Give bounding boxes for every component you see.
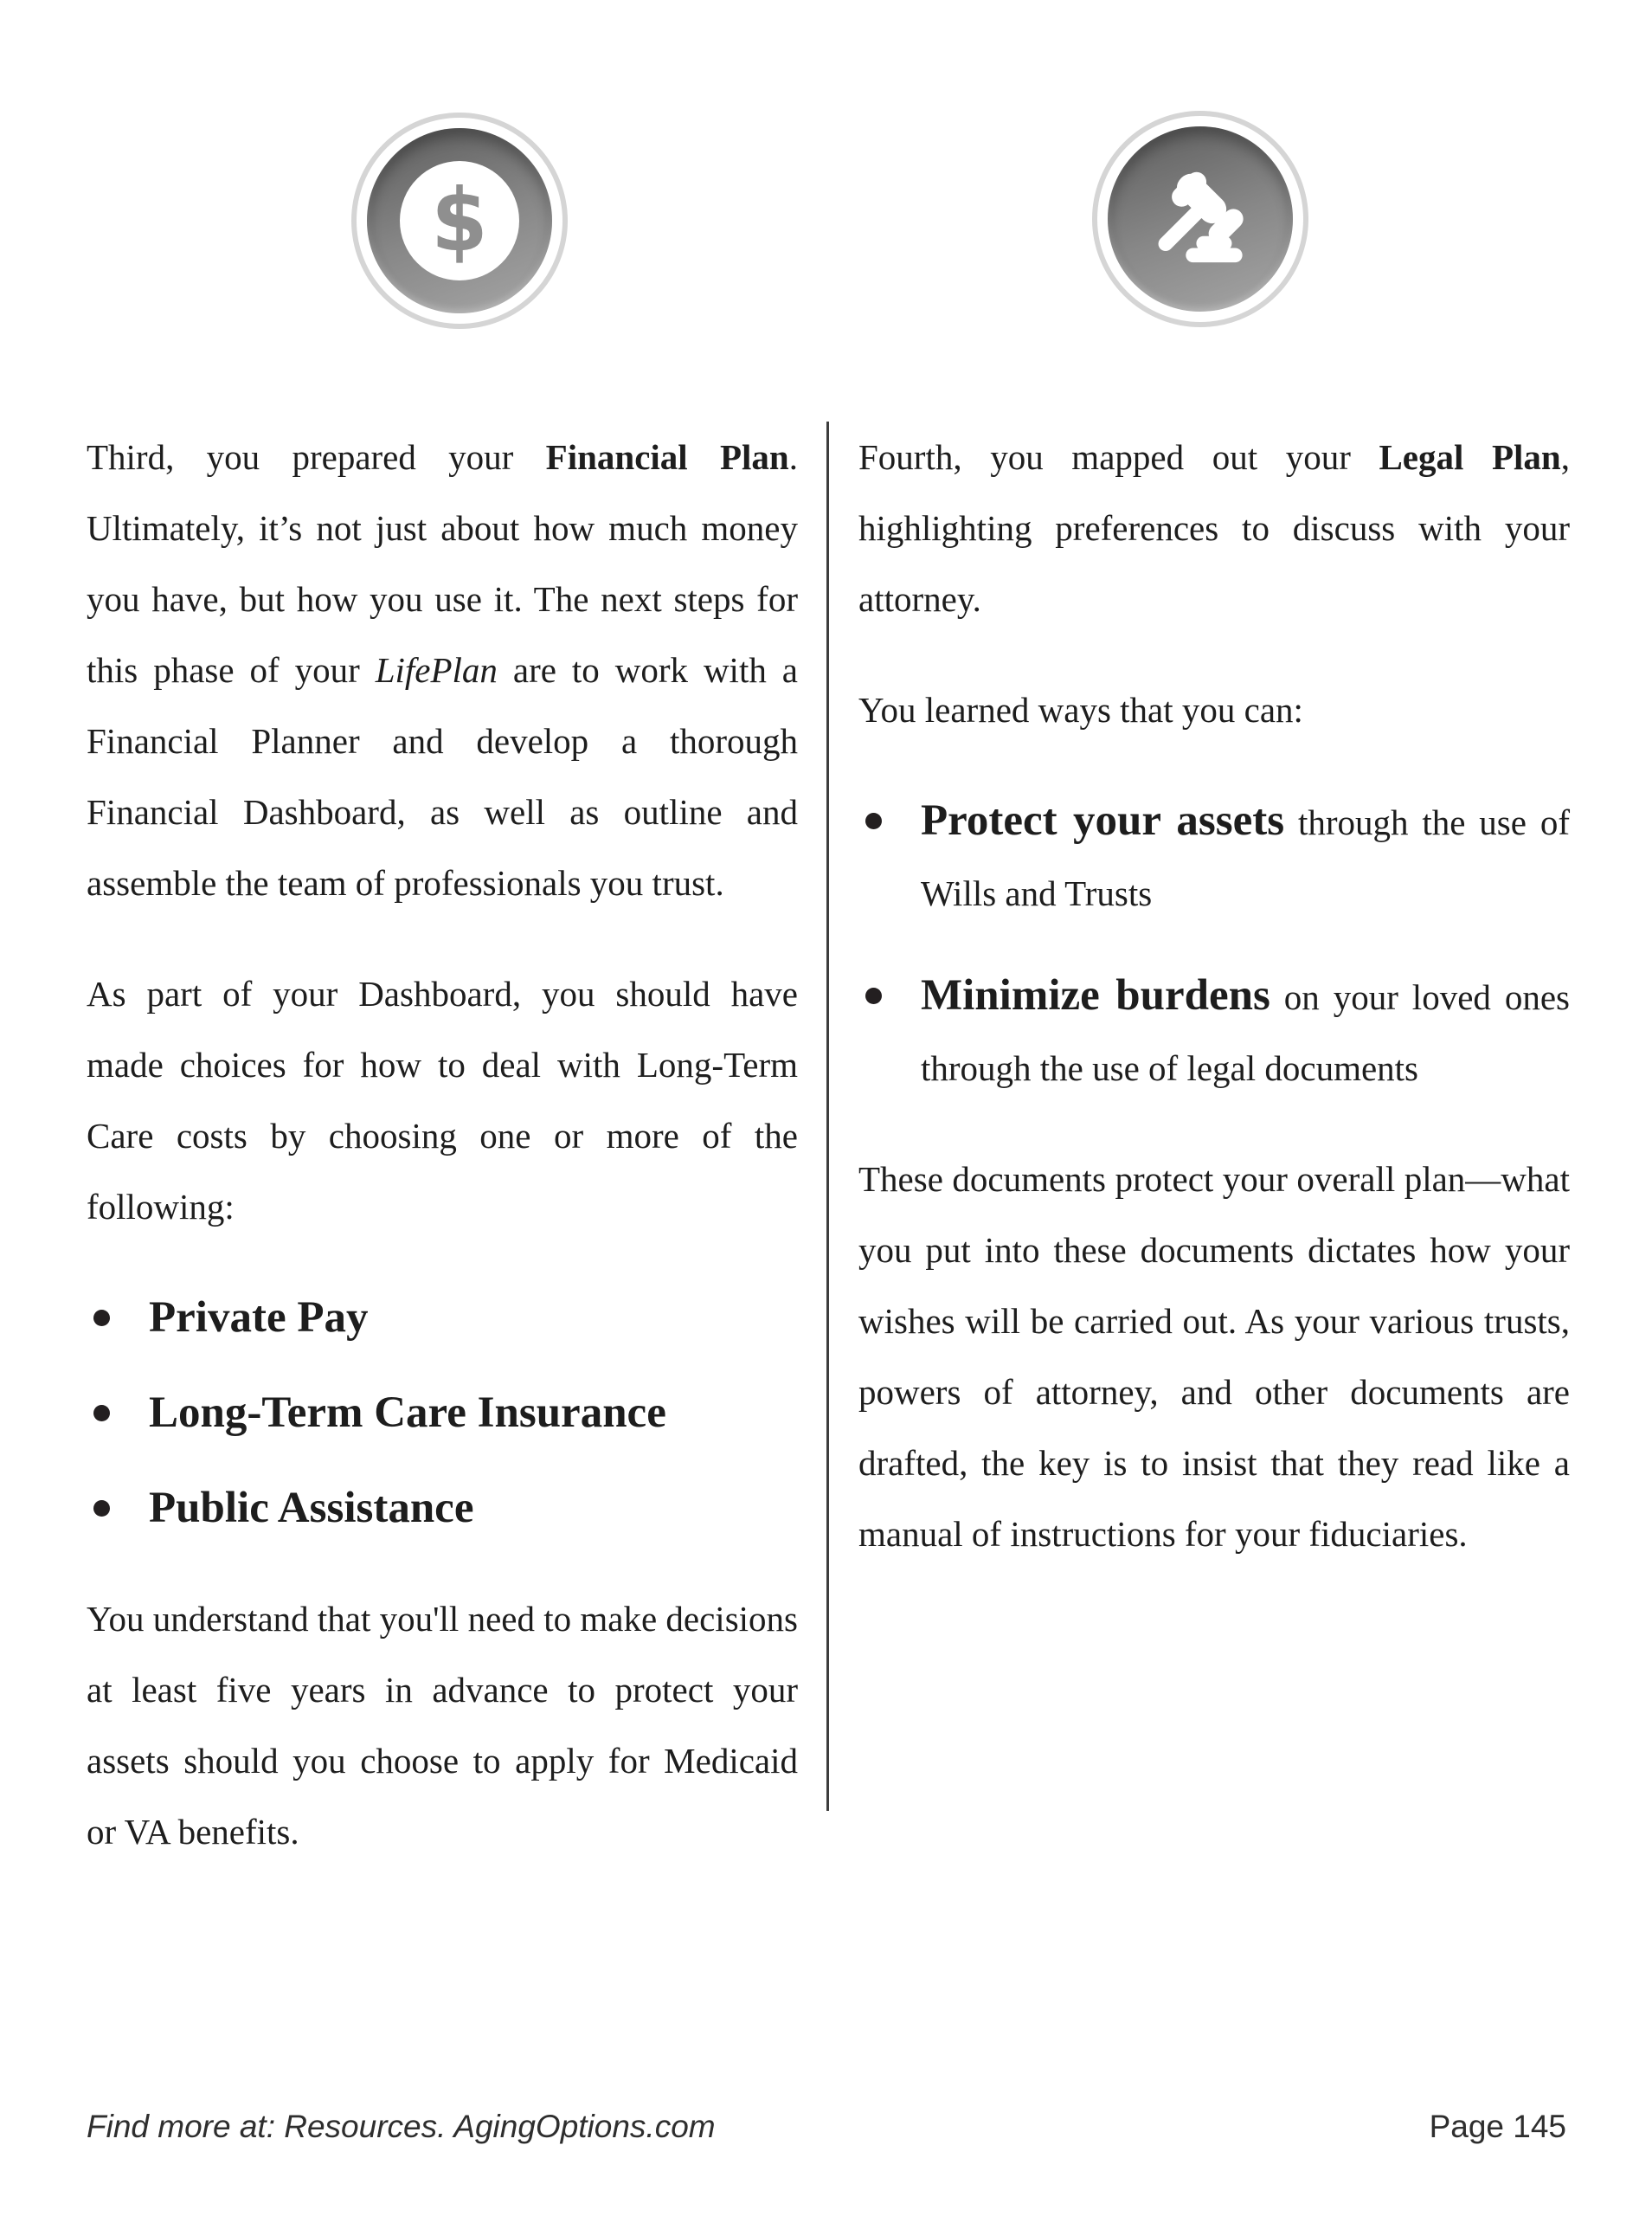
bullet-dot [93, 1405, 110, 1421]
list-item-rest: through the use of Wills and Trusts [921, 802, 1570, 913]
list-item-head: Protect your assets [921, 796, 1285, 845]
text-run: Third, you prepared your [87, 437, 546, 477]
legal-ways-list [858, 785, 1570, 1104]
list-item-rest: on your loved ones through the use of legal documents [921, 977, 1570, 1088]
list-item-label: Public Assistance [149, 1484, 474, 1532]
paragraph-dashboard: As part of your Dashboard, you should have made choices for how to deal with Long-Term Care costs by choosing one or more of the following: [87, 974, 798, 1227]
dollar-circle [400, 161, 519, 280]
list-item [87, 1282, 798, 1353]
money-badge [351, 113, 568, 329]
list-item [87, 1377, 798, 1448]
text-run: , highlighting preferences to discuss with your attorney. [858, 437, 1570, 619]
financial-plan-bold: Financial Plan [545, 437, 789, 477]
legal-badge [1092, 111, 1308, 327]
paragraph-financial-plan [87, 422, 798, 918]
list-item-head: Minimize burdens [921, 971, 1270, 1020]
text-run: . Ultimately, it’s not just about how much money you have, but how you use it. The next steps for this phase of your [87, 437, 798, 690]
column-divider [826, 422, 829, 1811]
list-item-label: Long-Term Care Insurance [149, 1388, 666, 1437]
gavel-icon [1135, 153, 1266, 285]
care-cost-options-list [87, 1282, 798, 1543]
legal-plan-bold: Legal Plan [1379, 437, 1561, 477]
lifeplan-italic: LifePlan [375, 650, 498, 690]
list-item [87, 1472, 798, 1543]
text-run: are to work with a Financial Planner and develop a thorough Financial Dashboard, as well as outline and assemble the team of professionals you trust. [87, 650, 798, 903]
paragraph-documents: These documents protect your overall plan—what you put into these documents dictates how your wishes will be carried out. As your various trusts, powers of attorney, and other documents are drafted, the key is to insist that they read like a manual of instructions for your fiduciaries. [858, 1159, 1570, 1554]
list-item [858, 960, 1570, 1104]
list-item [858, 785, 1570, 929]
left-column [87, 422, 798, 1907]
list-item-label: Private Pay [149, 1293, 369, 1342]
paragraph-legal-plan [858, 422, 1570, 635]
bullet-dot [865, 988, 882, 1004]
dollar-sign-icon: $ [431, 171, 488, 271]
paragraph-learned-ways: You learned ways that you can: [858, 690, 1303, 730]
bullet-dot [93, 1500, 110, 1517]
text-run: Fourth, you mapped out your [858, 437, 1379, 477]
page-number: Page 145 [1429, 2109, 1566, 2144]
bullet-dot [93, 1310, 110, 1326]
right-column [858, 422, 1570, 1609]
money-badge-disc [367, 128, 552, 313]
legal-badge-disc [1108, 126, 1293, 312]
bullet-dot [865, 813, 882, 829]
footer-resources-note: Find more at: Resources. AgingOptions.com [87, 2109, 716, 2144]
paragraph-medicaid: You understand that you'll need to make decisions at least five years in advance to protect your assets should you choose to apply for Medicaid or VA benefits. [87, 1599, 798, 1852]
